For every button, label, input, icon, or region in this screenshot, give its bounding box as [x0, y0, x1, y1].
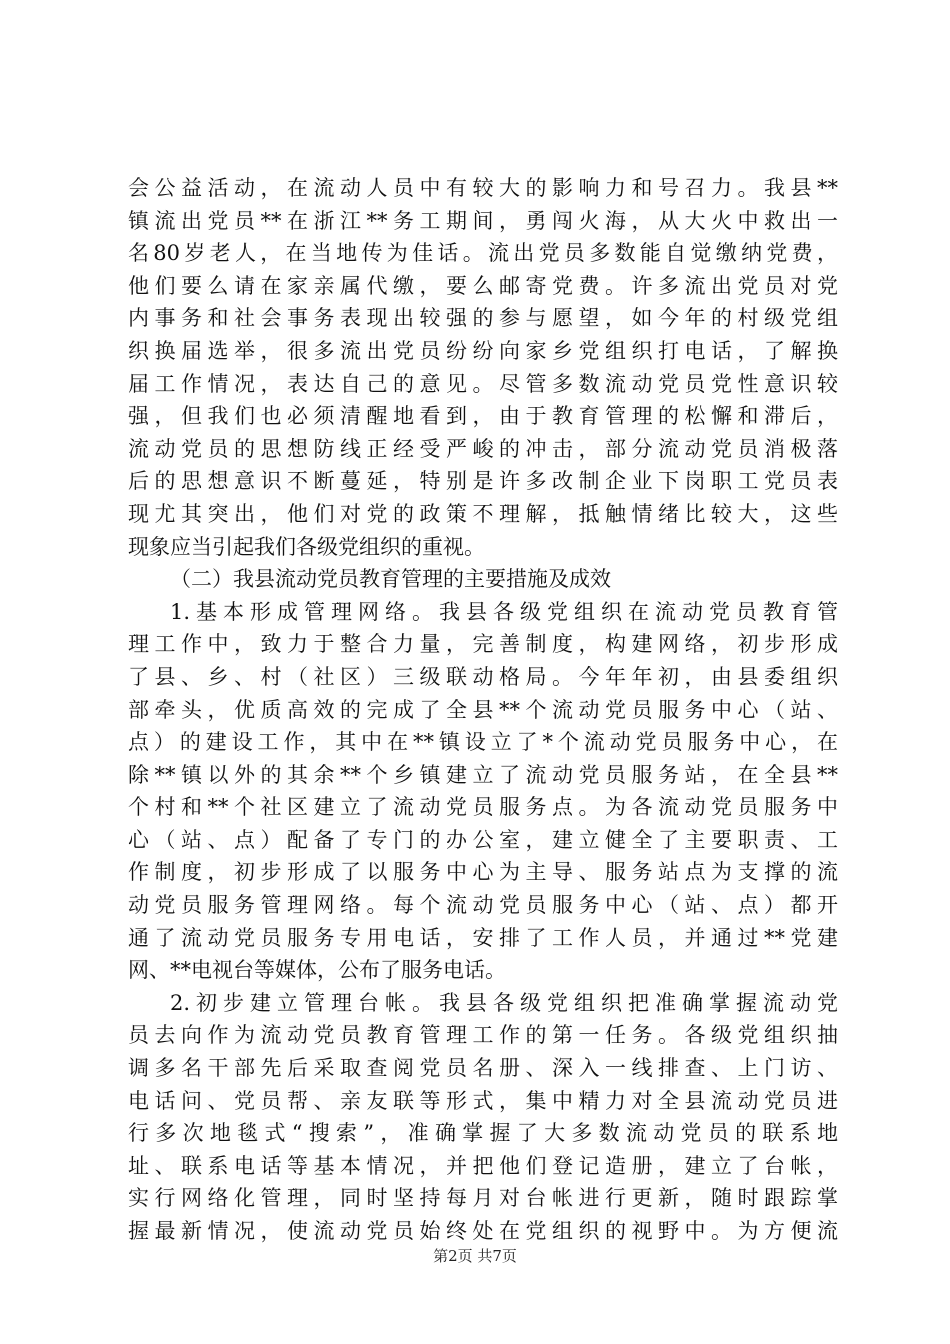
text-line: 址、联系电话等基本情况，并把他们登记造册，建立了台帐，	[128, 1153, 838, 1178]
text-line: 理工作中，致力于整合力量，完善制度，构建网络，初步形成	[128, 632, 838, 657]
paragraph-management-ledger	[128, 987, 838, 1248]
text-line: 镇流出党员**在浙江**务工期间，勇闯火海，从大火中救出一	[128, 208, 838, 233]
text-line: 行多次地毯式“搜索”，准确掌握了大多数流动党员的联系地	[128, 1121, 838, 1146]
text-line: 织换届选举，很多流出党员纷纷向家乡党组织打电话，了解换	[128, 338, 838, 363]
text-line: 实行网络化管理，同时坚持每月对台帐进行更新，随时跟踪掌	[128, 1186, 838, 1211]
text-line: 部牵头，优质高效的完成了全县**个流动党员服务中心（站、	[128, 697, 838, 722]
text-line: 调多名干部先后采取查阅党员名册、深入一线排查、上门访、	[128, 1056, 838, 1081]
text-line: 内事务和社会事务表现出较强的参与愿望，如今年的村级党组	[128, 306, 838, 331]
text-line: 网、**电视台等媒体，公布了服务电话。	[128, 958, 506, 983]
text-line: 1.基本形成管理网络。我县各级党组织在流动党员教育管	[170, 599, 838, 624]
text-line: 现尤其突出，他们对党的政策不理解，抵触情绪比较大，这些	[128, 501, 838, 526]
section-heading: （二）我县流动党员教育管理的主要措施及成效	[170, 567, 611, 592]
text-line: 名80岁老人，在当地传为佳话。流出党员多数能自觉缴纳党费，	[128, 241, 838, 266]
text-line: 流动党员的思想防线正经受严峻的冲击，部分流动党员消极落	[128, 436, 838, 461]
text-line: 个村和**个社区建立了流动党员服务点。为各流动党员服务中	[128, 795, 838, 820]
text-line: 作制度，初步形成了以服务中心为主导、服务站点为支撑的流	[128, 860, 838, 885]
text-line: 握最新情况，使流动党员始终处在党组织的视野中。为方便流	[128, 1219, 838, 1243]
text-line: 点）的建设工作，其中在**镇设立了*个流动党员服务中心，在	[128, 730, 838, 755]
paragraph-public-welfare	[128, 172, 838, 563]
paragraph-management-network	[128, 596, 838, 987]
text-line: 强，但我们也必须清醒地看到，由于教育管理的松懈和滞后，	[128, 404, 838, 429]
text-line: 了县、乡、村（社区）三级联动格局。今年年初，由县委组织	[128, 664, 838, 689]
page-number-footer: 第2页 共7页	[433, 1247, 517, 1265]
text-line: 后的思想意识不断蔓延，特别是许多改制企业下岗职工党员表	[128, 469, 838, 494]
text-line: 现象应当引起我们各级党组织的重视。	[128, 534, 485, 559]
text-line: 除**镇以外的其余**个乡镇建立了流动党员服务站，在全县**	[128, 762, 838, 787]
text-line: 2.初步建立管理台帐。我县各级党组织把准确掌握流动党	[170, 990, 838, 1015]
text-line: 动党员服务管理网络。每个流动党员服务中心（站、点）都开	[128, 893, 838, 918]
document-body	[128, 172, 838, 1248]
text-line: 届工作情况，表达自己的意见。尽管多数流动党员党性意识较	[128, 371, 838, 396]
text-line: 他们要么请在家亲属代缴，要么邮寄党费。许多流出党员对党	[128, 273, 838, 298]
text-line: 通了流动党员服务专用电话，安排了工作人员，并通过**党建	[128, 925, 838, 950]
text-line: 员去向作为流动党员教育管理工作的第一任务。各级党组织抽	[128, 1023, 838, 1048]
text-line: 电话问、党员帮、亲友联等形式，集中精力对全县流动党员进	[128, 1088, 838, 1113]
text-line: 会公益活动，在流动人员中有较大的影响力和号召力。我县**	[128, 176, 838, 200]
text-line: 心（站、点）配备了专门的办公室，建立健全了主要职责、工	[128, 827, 838, 852]
